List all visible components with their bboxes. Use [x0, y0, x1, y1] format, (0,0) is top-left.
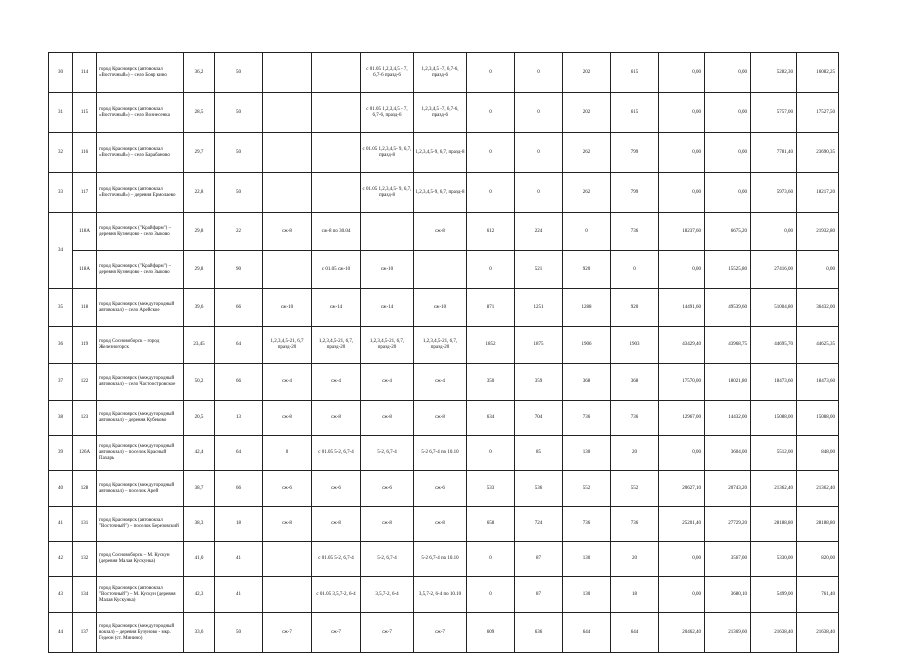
schedule-b: сж-8: [312, 507, 361, 542]
count-1: 609: [467, 613, 515, 653]
amount-4: 21362,40: [797, 471, 839, 507]
count-2: 0: [515, 53, 563, 93]
amount-1: 12967,00: [659, 401, 705, 436]
count-1: 0: [467, 251, 515, 289]
route-code: 128: [73, 471, 97, 507]
amount-4: 21932,80: [797, 213, 839, 251]
count-2: 87: [515, 542, 563, 577]
schedule-a: 0: [263, 436, 312, 471]
row-number: 40: [49, 471, 73, 507]
count-1: 1852: [467, 327, 515, 364]
route-name: город Красноярск (автовокзал «Восточный») – деревня Ермолаево: [97, 173, 184, 213]
amount-2: 0,00: [705, 133, 751, 173]
route-code: 123: [73, 401, 97, 436]
amount-3: 21362,40: [751, 471, 797, 507]
schedule-d: 1,2,3,4,5 -7, 6,7-6, празд-6: [414, 93, 467, 133]
capacity: 41: [215, 542, 263, 577]
count-1: 0: [467, 436, 515, 471]
count-1: 350: [467, 364, 515, 401]
amount-4: 44625,35: [797, 327, 839, 364]
amount-4: 0,00: [797, 251, 839, 289]
amount-4: 17527,50: [797, 93, 839, 133]
schedule-c: сж-8: [361, 401, 414, 436]
amount-2: 27729,20: [705, 507, 751, 542]
count-3: 262: [563, 173, 611, 213]
amount-1: 0,00: [659, 173, 705, 213]
route-code: 118: [73, 289, 97, 327]
schedule-a: сж-7: [263, 613, 312, 653]
schedule-b: сж-8 по 30.04: [312, 213, 361, 251]
schedule-b: сж-7: [312, 613, 361, 653]
amount-2: 0,00: [705, 53, 751, 93]
route-name: город Красноярск (междугородный автовокзал) – поселок Красный Пахарь: [97, 436, 184, 471]
distance-km: 29,8: [184, 213, 215, 251]
route-code: 117: [73, 173, 97, 213]
capacity: 50: [215, 93, 263, 133]
amount-2: 3604,00: [705, 436, 751, 471]
distance-km: 23,45: [184, 327, 215, 364]
distance-km: 22,8: [184, 173, 215, 213]
route-name: город Красноярск (междугородный вокзал) – деревня Бузуново - мкр. Гедеон (ст. Минино): [97, 613, 184, 653]
amount-2: 3567,00: [705, 542, 751, 577]
route-name: город Сосновоборск – город Железногорск: [97, 327, 184, 364]
amount-3: 5757,00: [751, 93, 797, 133]
amount-4: 761,40: [797, 577, 839, 613]
capacity: 90: [215, 251, 263, 289]
row-number: 42: [49, 542, 73, 577]
table-row: [49, 507, 839, 542]
amount-2: 49539,60: [705, 289, 751, 327]
schedule-b: [312, 133, 361, 173]
row-number: 30: [49, 53, 73, 93]
schedule-d: 1,2,3,4,5 -7, 6,7-6, празд-6: [414, 53, 467, 93]
amount-3: 0,00: [751, 213, 797, 251]
count-4: 615: [611, 93, 659, 133]
route-name: город Красноярск ("Крайфарм") – деревня Кузнецово - село Зыково: [97, 213, 184, 251]
row-number: 33: [49, 173, 73, 213]
count-2: 1251: [515, 289, 563, 327]
route-code: 118А: [73, 251, 97, 289]
schedule-a: сж-8: [263, 401, 312, 436]
count-3: 644: [563, 613, 611, 653]
table-row: [49, 213, 839, 251]
distance-km: 36,2: [184, 53, 215, 93]
count-4: 368: [611, 364, 659, 401]
count-1: 612: [467, 213, 515, 251]
capacity: 50: [215, 53, 263, 93]
route-code: 137: [73, 613, 97, 653]
count-4: 799: [611, 133, 659, 173]
amount-1: 0,00: [659, 251, 705, 289]
table-row: [49, 542, 839, 577]
count-3: 130: [563, 436, 611, 471]
schedule-b: сж-6: [312, 471, 361, 507]
row-number: 43: [49, 577, 73, 613]
count-3: 368: [563, 364, 611, 401]
count-1: 658: [467, 507, 515, 542]
schedule-c: с 01.05 1,2,3,4,5 - 7, 6,7-6 празд-6: [361, 53, 414, 93]
amount-1: 18237,60: [659, 213, 705, 251]
count-2: 636: [515, 613, 563, 653]
amount-1: 0,00: [659, 436, 705, 471]
table-row: [49, 133, 839, 173]
amount-4: 15088,00: [797, 401, 839, 436]
capacity: 13: [215, 401, 263, 436]
count-4: 736: [611, 401, 659, 436]
amount-2: 21369,60: [705, 613, 751, 653]
amount-4: 36432,00: [797, 289, 839, 327]
schedule-d: сж-8: [414, 507, 467, 542]
table-row: [49, 436, 839, 471]
count-1: 0: [467, 173, 515, 213]
distance-km: 38,7: [184, 471, 215, 507]
route-name: город Красноярск (автовокзал "Восточный") – М. Кускун (деревня Малая Кускунка): [97, 577, 184, 613]
route-name: город Красноярск ("Крайфарм") – деревня Кузнецово - село Зыково: [97, 251, 184, 289]
count-3: 202: [563, 53, 611, 93]
schedule-a: сж-8: [263, 213, 312, 251]
amount-3: 5282,30: [751, 53, 797, 93]
count-1: 0: [467, 542, 515, 577]
amount-1: 20627,10: [659, 471, 705, 507]
schedule-d: сж-6: [414, 471, 467, 507]
schedule-a: [263, 542, 312, 577]
capacity: 64: [215, 436, 263, 471]
schedule-c: [361, 213, 414, 251]
amount-2: 0,00: [705, 173, 751, 213]
amount-3: 15088,00: [751, 401, 797, 436]
amount-4: 18217,20: [797, 173, 839, 213]
amount-4: 820,00: [797, 542, 839, 577]
route-name: город Красноярск (автовокзал "Восточный") – поселок Березовский: [97, 507, 184, 542]
capacity: 66: [215, 364, 263, 401]
schedule-a: [263, 251, 312, 289]
count-1: 533: [467, 471, 515, 507]
amount-1: 17570,00: [659, 364, 705, 401]
route-name: город Красноярск (автовокзал «Восточный») – село Барабаново: [97, 133, 184, 173]
schedule-a: [263, 93, 312, 133]
count-4: 736: [611, 507, 659, 542]
schedule-d: 1,2,3,4,5-21, 6,7, празд-20: [414, 327, 467, 364]
schedule-b: с 01.05 сж-10: [312, 251, 361, 289]
count-2: 536: [515, 471, 563, 507]
route-name: город Красноярск (автовокзал «Восточный») – село Бояр кино: [97, 53, 184, 93]
count-4: 736: [611, 213, 659, 251]
route-code: 115: [73, 93, 97, 133]
count-4: 20: [611, 542, 659, 577]
count-3: 1906: [563, 327, 611, 364]
amount-1: 0,00: [659, 53, 705, 93]
schedule-b: с 01.05 5-2, 6,7-4: [312, 436, 361, 471]
count-3: 130: [563, 577, 611, 613]
count-2: 0: [515, 173, 563, 213]
schedule-d: 5-2 6,7-4 по 10.10: [414, 436, 467, 471]
amount-1: 0,00: [659, 133, 705, 173]
row-number: 41: [49, 507, 73, 542]
route-code: 118А: [73, 213, 97, 251]
count-4: 799: [611, 173, 659, 213]
amount-2: 6675,20: [705, 213, 751, 251]
schedule-d: 5-2 6,7-4 по 10.10: [414, 542, 467, 577]
count-4: 0: [611, 251, 659, 289]
route-code: 131: [73, 507, 97, 542]
count-2: 85: [515, 436, 563, 471]
schedule-c: сж-7: [361, 613, 414, 653]
route-code: 119: [73, 327, 97, 364]
schedule-c: сж-8: [361, 507, 414, 542]
row-number: 37: [49, 364, 73, 401]
count-4: 1903: [611, 327, 659, 364]
distance-km: 20,5: [184, 401, 215, 436]
amount-2: 15525,80: [705, 251, 751, 289]
schedule-b: с 01.05 3,5,7-2, 6-4: [312, 577, 361, 613]
schedule-b: с 01.05 5-2, 6,7-4: [312, 542, 361, 577]
count-4: 644: [611, 613, 659, 653]
capacity: 66: [215, 289, 263, 327]
amount-3: 27416,00: [751, 251, 797, 289]
amount-3: 7781,40: [751, 133, 797, 173]
row-number: 44: [49, 613, 73, 653]
schedule-a: 1,2,3,4,5-21, 6,7 празд-20: [263, 327, 312, 364]
amount-3: 5973,60: [751, 173, 797, 213]
count-2: 0: [515, 133, 563, 173]
count-1: 0: [467, 133, 515, 173]
schedule-c: с 01.05 1,2,3,4,5- 9, 6,7, празд-8: [361, 133, 414, 173]
count-4: 18: [611, 577, 659, 613]
count-1: 634: [467, 401, 515, 436]
document-page: [48, 52, 838, 653]
schedule-a: [263, 53, 312, 93]
count-1: 0: [467, 577, 515, 613]
table-row: [49, 401, 839, 436]
route-code: 122: [73, 364, 97, 401]
route-name: город Красноярск (междугородный автовокзал) – село Арейское: [97, 289, 184, 327]
distance-km: 38,3: [184, 507, 215, 542]
count-2: 87: [515, 577, 563, 613]
schedule-c: 1,2,3,4,5-21, 6,7, празд-20: [361, 327, 414, 364]
table-row: [49, 471, 839, 507]
schedule-c: 5-2, 6,7-4: [361, 542, 414, 577]
amount-1: 0,00: [659, 577, 705, 613]
schedule-d: сж-4: [414, 364, 467, 401]
amount-1: 43429,40: [659, 327, 705, 364]
schedule-b: сж-4: [312, 364, 361, 401]
table-row: [49, 577, 839, 613]
amount-3: 5330,00: [751, 542, 797, 577]
amount-3: 28188,80: [751, 507, 797, 542]
schedule-c: с 01.05 1,2,3,4,5 - 7, 6,7-6, празд-6: [361, 93, 414, 133]
distance-km: 29,8: [184, 251, 215, 289]
amount-1: 25201,40: [659, 507, 705, 542]
row-number: 32: [49, 133, 73, 173]
table-row: [49, 93, 839, 133]
count-4: 20: [611, 436, 659, 471]
count-1: 0: [467, 93, 515, 133]
amount-4: 21638,40: [797, 613, 839, 653]
row-number: 36: [49, 327, 73, 364]
amount-2: 3680,10: [705, 577, 751, 613]
schedule-d: 1,2,3,4,5-9, 6,7, празд-8: [414, 173, 467, 213]
amount-2: 20743,20: [705, 471, 751, 507]
schedule-a: [263, 173, 312, 213]
amount-1: 14491,60: [659, 289, 705, 327]
route-code: 126А: [73, 436, 97, 471]
schedule-a: [263, 133, 312, 173]
count-1: 871: [467, 289, 515, 327]
amount-4: 16082,25: [797, 53, 839, 93]
route-name: город Красноярск (междугородный автовокзал) – поселок Арей: [97, 471, 184, 507]
count-2: 521: [515, 251, 563, 289]
count-2: 704: [515, 401, 563, 436]
table-row: [49, 289, 839, 327]
schedule-d: сж-10: [414, 289, 467, 327]
schedule-c: сж-6: [361, 471, 414, 507]
amount-1: 0,00: [659, 542, 705, 577]
count-3: 130: [563, 542, 611, 577]
table-row: [49, 251, 839, 289]
capacity: 41: [215, 577, 263, 613]
route-name: город Красноярск (междугородный автовокзал) – деревня Кубеково: [97, 401, 184, 436]
count-4: 920: [611, 289, 659, 327]
route-name: город Сосновоборск – М. Кускун (деревня Малая Кускунка): [97, 542, 184, 577]
capacity: 18: [215, 507, 263, 542]
schedule-b: [312, 93, 361, 133]
capacity: 50: [215, 173, 263, 213]
schedule-c: сж-10: [361, 251, 414, 289]
route-code: 114: [73, 53, 97, 93]
schedule-c: сж-14: [361, 289, 414, 327]
capacity: 50: [215, 613, 263, 653]
schedule-d: 3,5,7-2, 6-4 по 10.10: [414, 577, 467, 613]
amount-2: 18021,80: [705, 364, 751, 401]
count-3: 202: [563, 93, 611, 133]
capacity: 50: [215, 133, 263, 173]
count-3: 920: [563, 251, 611, 289]
schedule-d: сж-8: [414, 213, 467, 251]
count-2: 724: [515, 507, 563, 542]
distance-km: 42,4: [184, 436, 215, 471]
schedule-a: [263, 577, 312, 613]
amount-1: 0,00: [659, 93, 705, 133]
route-code: 134: [73, 577, 97, 613]
distance-km: 50,2: [184, 364, 215, 401]
count-2: 1875: [515, 327, 563, 364]
amount-3: 5499,00: [751, 577, 797, 613]
table-row: [49, 613, 839, 653]
schedule-a: сж-10: [263, 289, 312, 327]
amount-3: 44695,70: [751, 327, 797, 364]
schedule-c: 5-2, 6,7-4: [361, 436, 414, 471]
count-4: 615: [611, 53, 659, 93]
schedule-b: [312, 173, 361, 213]
schedule-b: 1,2,3,4,5-21, 6,7, празд-20: [312, 327, 361, 364]
amount-3: 5512,00: [751, 436, 797, 471]
route-name: город Красноярск (междугородный автовокзал) – село Частоостровское: [97, 364, 184, 401]
distance-km: 33,6: [184, 613, 215, 653]
amount-4: 23690,35: [797, 133, 839, 173]
amount-4: 18473,60: [797, 364, 839, 401]
table-row: [49, 327, 839, 364]
distance-km: 41,0: [184, 542, 215, 577]
distance-km: 42,3: [184, 577, 215, 613]
count-3: 736: [563, 401, 611, 436]
schedule-d: сж-8: [414, 401, 467, 436]
amount-3: 21638,40: [751, 613, 797, 653]
routes-table: [48, 52, 839, 653]
schedule-b: [312, 53, 361, 93]
amount-4: 848,00: [797, 436, 839, 471]
count-1: 0: [467, 53, 515, 93]
count-2: 0: [515, 93, 563, 133]
route-name: город Красноярск (автовокзал «Восточный») – село Вознесенка: [97, 93, 184, 133]
row-number: 31: [49, 93, 73, 133]
count-3: 552: [563, 471, 611, 507]
count-2: 224: [515, 213, 563, 251]
distance-km: 39,6: [184, 289, 215, 327]
row-number: 34: [49, 213, 73, 289]
schedule-a: сж-4: [263, 364, 312, 401]
schedule-d: 1,2,3,4,5-9, 6,7, празд-8: [414, 133, 467, 173]
schedule-b: сж-8: [312, 401, 361, 436]
table-row: [49, 53, 839, 93]
capacity: 66: [215, 471, 263, 507]
count-3: 0: [563, 213, 611, 251]
schedule-c: сж-4: [361, 364, 414, 401]
amount-4: 28188,80: [797, 507, 839, 542]
row-number: 35: [49, 289, 73, 327]
row-number: 38: [49, 401, 73, 436]
schedule-d: [414, 251, 467, 289]
schedule-b: сж-14: [312, 289, 361, 327]
schedule-a: сж-8: [263, 507, 312, 542]
distance-km: 28,5: [184, 93, 215, 133]
amount-2: 0,00: [705, 93, 751, 133]
amount-3: 51004,80: [751, 289, 797, 327]
schedule-d: сж-7: [414, 613, 467, 653]
schedule-a: сж-6: [263, 471, 312, 507]
count-3: 262: [563, 133, 611, 173]
amount-2: 14432,00: [705, 401, 751, 436]
route-code: 116: [73, 133, 97, 173]
capacity: 64: [215, 327, 263, 364]
count-4: 552: [611, 471, 659, 507]
count-3: 1288: [563, 289, 611, 327]
row-number: 39: [49, 436, 73, 471]
schedule-c: с 01.05 1,2,3,4,5- 9, 6,7, празд-8: [361, 173, 414, 213]
route-code: 132: [73, 542, 97, 577]
count-3: 736: [563, 507, 611, 542]
amount-3: 18473,60: [751, 364, 797, 401]
distance-km: 29,7: [184, 133, 215, 173]
table-row: [49, 364, 839, 401]
schedule-c: 3,5,7-2, 6-4: [361, 577, 414, 613]
table-row: [49, 173, 839, 213]
capacity: 22: [215, 213, 263, 251]
count-2: 359: [515, 364, 563, 401]
amount-2: 43968,75: [705, 327, 751, 364]
amount-1: 20462,40: [659, 613, 705, 653]
